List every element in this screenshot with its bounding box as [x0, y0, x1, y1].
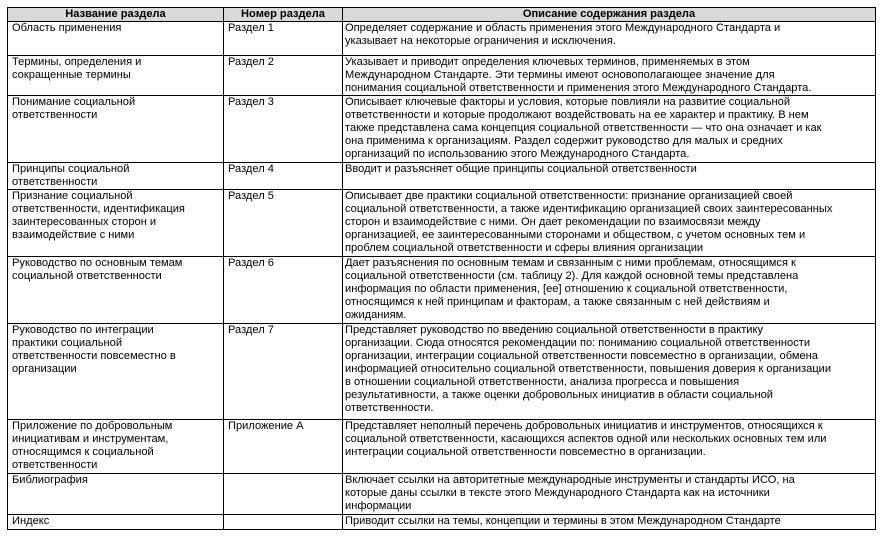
- section-description-line: организацией, ее заинтересованными сторонами и обществом, с учетом основных тем и: [345, 229, 806, 241]
- section-description-line: Определяет содержание и область применения этого Международного Стандарта и: [345, 22, 781, 34]
- section-description-line: ответственности и которые продолжают воздействовать на ее характер и практику. В нем: [345, 109, 809, 121]
- section-description-cell: [343, 56, 876, 96]
- section-name-cell: [8, 420, 224, 474]
- section-description-line: Вводит и разъясняет общие принципы социальной ответственности: [345, 163, 697, 175]
- section-name-line: ответственности: [12, 109, 98, 121]
- section-name-line: ответственности: [12, 176, 98, 188]
- table-row: [8, 163, 876, 190]
- section-description-line: информация по области применения, [ее] отношению к социальной ответственности,: [345, 283, 788, 295]
- section-description-line: Представляет неполный перечень добровольных инициатив и инструментов, относящихся к: [345, 420, 823, 432]
- section-description-line: социальной ответственности, касающихся аспектов одной или нескольких основных тем или: [345, 433, 827, 445]
- section-number-cell: [224, 324, 343, 420]
- header-section-number: Номер раздела: [224, 8, 343, 22]
- section-number-cell: [224, 515, 343, 530]
- section-number: Раздел 7: [228, 324, 274, 336]
- section-number-cell: [224, 190, 343, 257]
- section-number-cell: [224, 257, 343, 324]
- section-description-line: Представляет руководство по введению социальной ответственности в практику: [345, 324, 763, 336]
- section-name-cell: [8, 56, 224, 96]
- section-name-cell: [8, 96, 224, 163]
- section-description-line: социальной ответственности (см. таблицу 2). Для каждой основной темы представлена: [345, 270, 799, 282]
- section-name-line: Понимание социальной: [12, 96, 136, 108]
- section-name-cell: [8, 515, 224, 530]
- section-description-line: в отношении социальной ответственности, анализа прогресса и повышения: [345, 376, 740, 388]
- section-name-line: социальной ответственности: [12, 270, 162, 282]
- table-body: [8, 22, 876, 530]
- table-row: [8, 324, 876, 420]
- section-description-line: указывает на некоторые ограничения и исключения.: [345, 35, 616, 47]
- section-name-line: Руководство по основным темам: [12, 257, 183, 269]
- section-name-line: относящимся к социальной: [12, 446, 154, 458]
- section-description-cell: [343, 22, 876, 56]
- section-name-line: Принципы социальной: [12, 163, 130, 175]
- section-name-cell: [8, 22, 224, 56]
- section-number-cell: [224, 163, 343, 190]
- section-name-cell: [8, 474, 224, 515]
- section-description-line: проблем социальной ответственности и сферы влияния организации: [345, 242, 704, 254]
- section-description-cell: [343, 515, 876, 530]
- section-number-cell: [224, 56, 343, 96]
- section-description-line: ожиданиям.: [345, 309, 407, 321]
- section-description-line: Включает ссылки на авторитетные международные инструменты и стандарты ИСО, на: [345, 474, 795, 486]
- section-name-line: Индекс: [12, 515, 50, 527]
- section-description-cell: [343, 324, 876, 420]
- section-description-line: понимания социальной ответственности и применения этого Международного Стандарта.: [345, 82, 812, 94]
- section-name-line: организации: [12, 363, 77, 375]
- section-number: Раздел 6: [228, 257, 274, 269]
- table-row: [8, 56, 876, 96]
- table-row: [8, 190, 876, 257]
- section-description-line: Указывает и приводит определения ключевых терминов, применяемых в этом: [345, 56, 750, 68]
- section-description-line: относящимся к ней принципам и факторам, а также связанным с ней действиям и: [345, 296, 770, 308]
- section-name-cell: [8, 324, 224, 420]
- header-section-name: Название раздела: [8, 8, 224, 22]
- section-number: Раздел 1: [228, 22, 274, 34]
- section-name-cell: [8, 163, 224, 190]
- section-description-line: социальной ответственности, а также идентификацию организацией своих заинтересованных: [345, 203, 833, 215]
- section-description-line: организаций по использованию этого Международного Стандарта.: [345, 148, 690, 160]
- section-name-line: Признание социальной: [12, 190, 133, 202]
- section-description-cell: [343, 163, 876, 190]
- section-description-line: сторон и взаимодействие с ними. Он дает рекомендации по взаимосвязи между: [345, 216, 761, 228]
- section-number: Раздел 2: [228, 56, 274, 68]
- section-description-line: которые даны ссылки в тексте этого Международного Стандарта как на источники: [345, 487, 770, 499]
- section-description-line: Международном Стандарте. Эти термины имеют основополагающее значение для: [345, 69, 775, 81]
- section-number-cell: [224, 474, 343, 515]
- section-description-cell: [343, 96, 876, 163]
- section-name-line: заинтересованных сторон и: [12, 216, 157, 228]
- table-row: [8, 420, 876, 474]
- section-name-line: практики социальной: [12, 337, 123, 349]
- section-name-line: сокращенные термины: [12, 69, 131, 81]
- section-name-line: Область применения: [12, 22, 122, 34]
- section-description-line: Приводит ссылки на темы, концепции и термины в этом Международном Стандарте: [345, 515, 781, 527]
- section-number: Приложение А: [228, 420, 304, 432]
- section-name-line: ответственности повсеместно в: [12, 350, 176, 362]
- section-description-line: также представлена сама концепция социальной ответственности — что она означает и как: [345, 122, 822, 134]
- header-section-description: Описание содержания раздела: [343, 8, 876, 22]
- table-row: [8, 96, 876, 163]
- table-row: [8, 474, 876, 515]
- section-number-cell: [224, 96, 343, 163]
- table-header-row: [8, 8, 876, 22]
- section-name-line: взаимодействие с ними: [12, 229, 135, 241]
- section-description-cell: [343, 190, 876, 257]
- section-name-line: Руководство по интеграции: [12, 324, 154, 336]
- section-number-cell: [224, 22, 343, 56]
- sections-table: [7, 7, 876, 530]
- section-description-line: интеграции социальной ответственности повсеместно в организации.: [345, 446, 706, 458]
- section-number: Раздел 5: [228, 190, 274, 202]
- section-name-cell: [8, 190, 224, 257]
- section-description-line: Описывает ключевые факторы и условия, которые повлияли на развитие социальной: [345, 96, 791, 108]
- section-name-cell: [8, 257, 224, 324]
- section-description-line: организации, интеграции социальной ответственности повсеместно в организации, обмена: [345, 350, 818, 362]
- table-row: [8, 257, 876, 324]
- table-row: [8, 515, 876, 530]
- table-row: [8, 22, 876, 56]
- section-name-line: Приложение по добровольным: [12, 420, 173, 432]
- section-name-line: ответственности: [12, 459, 98, 471]
- section-description-line: ответственности.: [345, 402, 434, 414]
- section-number: Раздел 4: [228, 163, 274, 175]
- section-description-cell: [343, 420, 876, 474]
- section-description-line: Дает разъяснения по основным темам и связанным с ними проблемам, относящимся к: [345, 257, 796, 269]
- section-name-line: ответственности, идентификация: [12, 203, 185, 215]
- section-description-cell: [343, 474, 876, 515]
- section-description-cell: [343, 257, 876, 324]
- section-number: Раздел 3: [228, 96, 274, 108]
- section-description-line: информации: [345, 500, 412, 512]
- section-description-line: организации. Сюда относятся рекомендации по: пониманию социальной ответственности: [345, 337, 811, 349]
- section-description-line: информацией относительно социальной ответственности, повышения доверия к организации: [345, 363, 832, 375]
- section-description-line: результативности, а также оценки добровольных инициатив в области социальной: [345, 389, 773, 401]
- section-name-line: инициативам и инструментам,: [12, 433, 169, 445]
- section-description-line: она применима к организациям. Раздел содержит руководство для малых и средних: [345, 135, 783, 147]
- section-name-line: Библиография: [12, 474, 88, 486]
- section-name-line: Термины, определения и: [12, 56, 142, 68]
- section-number-cell: [224, 420, 343, 474]
- section-description-line: Описывает две практики социальной ответственности: признание организацией своей: [345, 190, 793, 202]
